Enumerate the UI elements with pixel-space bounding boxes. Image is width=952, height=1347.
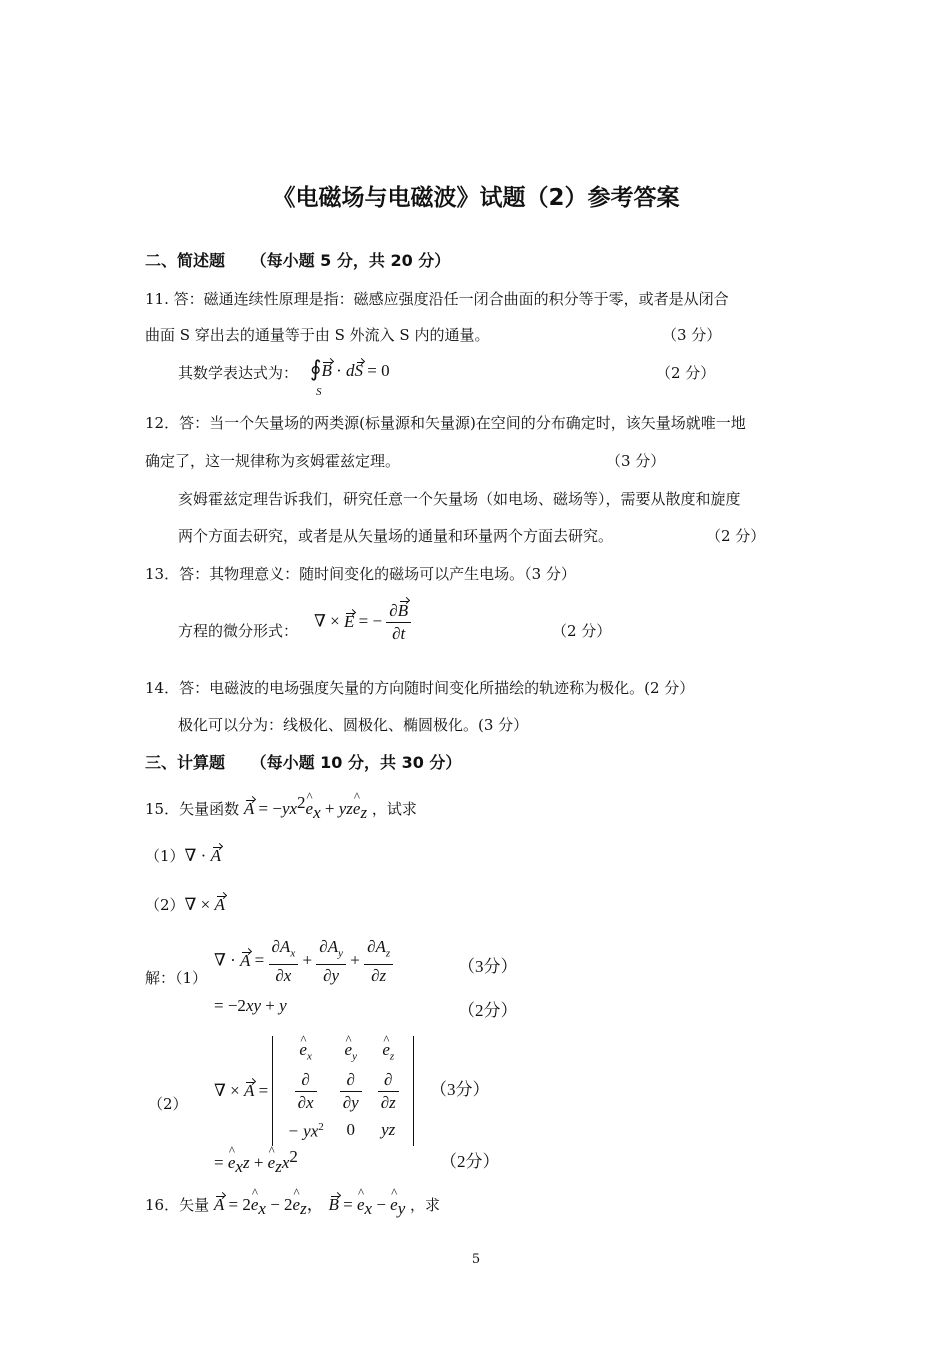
q11-line1: 11. 答：磁通连续性原理是指：磁感应强度沿任一闭合曲面的积分等于零，或者是从闭合 <box>145 290 729 308</box>
q13-expr-label: 方程的微分形式： <box>178 622 299 640</box>
q15-part2-solution-label: （2） <box>148 1095 188 1113</box>
q15-curl-formula: ∇ × A = ^ $e_x$ ^ $e_y$ ^ $e_z$ $\frac{\partial}{\partial x}$ $\frac{\partial}{\partial y}$ $\frac{\partial}{\partial z}$ − $yx^2$ 0 yz <box>214 1036 414 1146</box>
section-heading <box>145 750 461 773</box>
q15-part1: （1）∇ · A <box>145 846 221 865</box>
q15-divergence-formula: ∇ · A = $\frac{\partial A_x}{\partial x}$ + $\frac{\partial A_y}{\partial y}$ + $\frac{\partial A_z}{\partial z}$ <box>214 936 393 987</box>
q11-expr-label: 其数学表达式为： <box>178 364 299 382</box>
q15-solution-label: 解：（1） <box>145 969 208 987</box>
q12-line4: 两个方面去研究，或者是从矢量场的通量和环量两个方面去研究。 <box>178 527 614 545</box>
q15-part2: （2）∇ × A <box>145 895 225 914</box>
q15-curl-result: = ^ $e_xz$ + ^ $e_zx^2$ <box>214 1147 298 1177</box>
q13-line1: 13．答：其物理意义：随时间变化的磁场可以产生电场。（3 分） <box>145 565 576 583</box>
q12-line3: 亥姆霍兹定理告诉我们，研究任意一个矢量场（如电场、磁场等），需要从散度和旋度 <box>178 490 741 508</box>
section-2-heading: 二、简述题 <box>145 251 226 270</box>
page-title: 《电磁场与电磁波》试题（2）参考答案 <box>272 185 680 211</box>
q15-part1-label: （1） <box>145 847 185 865</box>
q15-part2-label: （2） <box>145 896 185 914</box>
q15-prefix: 15．矢量函数 <box>145 800 240 818</box>
q15-divergence-result: = −2xy + y <box>214 996 287 1015</box>
q14-line1: 14．答：电磁波的电场强度矢量的方向随时间变化所描绘的轨迹称为极化。(2 分） <box>145 679 695 697</box>
section-heading <box>145 248 450 271</box>
q13-formula: ∇ × E = − $\frac{\partial B}{\partial t}$ <box>314 600 411 645</box>
q12-score1: （3 分） <box>606 452 666 470</box>
q16-prefix: 16．矢量 <box>145 1196 210 1214</box>
q11-score2: （2 分） <box>656 364 716 382</box>
section-3-heading: 三、计算题 <box>145 753 226 772</box>
q15-statement: 15．矢量函数 $A = -yx^2\^{}$ $e_x$ + yz^ $e_z$ ，试求 <box>145 793 417 823</box>
q15-suffix: ，试求 <box>371 800 417 818</box>
curl-determinant: ^ $e_x$ ^ $e_y$ ^ $e_z$ $\frac{\partial}{\partial x}$ $\frac{\partial}{\partial y}$ $\frac{\partial}{\partial z}$ − $yx^2$ 0 yz <box>272 1036 413 1146</box>
section-3-score: （每小题 10 分，共 30 分） <box>250 753 462 772</box>
q12-score2: （2 分） <box>706 527 766 545</box>
q12-line2: 确定了，这一规律称为亥姆霍兹定理。 <box>145 452 401 470</box>
q11-score1: （3 分） <box>662 326 722 344</box>
q16-suffix: ，求 <box>410 1196 441 1214</box>
q16-statement: 16．矢量 A = 2^ $e_x$ − 2^ $e_z$， B = ^ $e_x$ − ^ $e_y$ ，求 <box>145 1190 440 1219</box>
q15-score-a: （3分） <box>458 957 518 976</box>
q15-score-d: （2分） <box>440 1152 500 1171</box>
q11-formula: ∮B · dS = 0 S <box>310 356 390 398</box>
page-number: 5 <box>471 1252 481 1267</box>
q15-score-c: （3分） <box>430 1080 490 1099</box>
q14-line2: 极化可以分为：线极化、圆极化、椭圆极化。(3 分） <box>178 716 529 734</box>
q15-score-b: （2分） <box>458 1001 518 1020</box>
q13-score2: （2 分） <box>552 622 612 640</box>
q11-line2: 曲面 S 穿出去的通量等于由 S 外流入 S 内的通量。 <box>145 326 490 344</box>
section-2-score: （每小题 5 分，共 20 分） <box>250 251 451 270</box>
q12-line1: 12．答：当一个矢量场的两类源(标量源和矢量源)在空间的分布确定时，该矢量场就唯一地 <box>145 414 746 432</box>
